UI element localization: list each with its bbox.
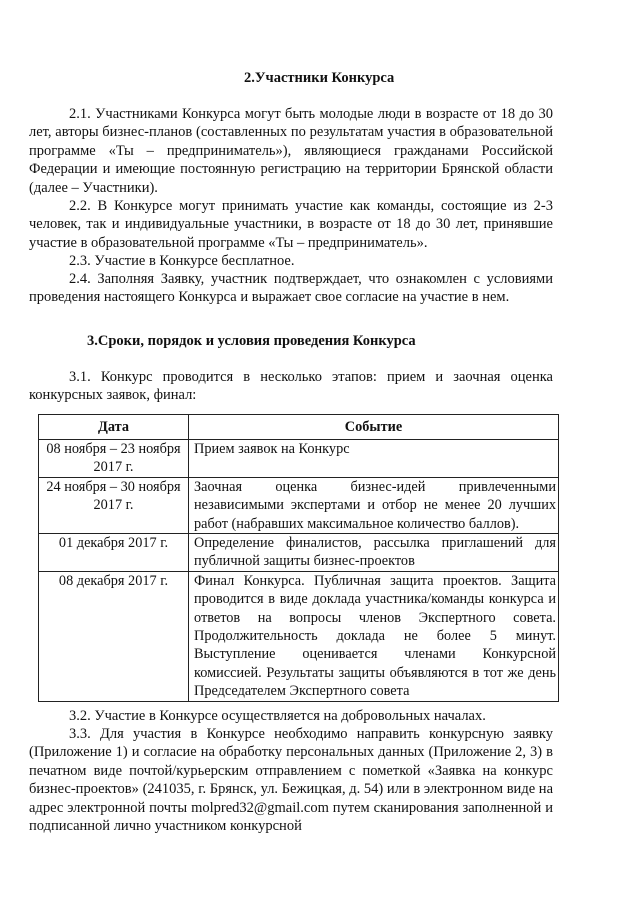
column-header-date: Дата bbox=[39, 415, 189, 440]
table-header-row bbox=[39, 415, 559, 440]
column-header-event: Событие bbox=[189, 415, 559, 440]
section-2-title: 2.Участники Конкурса bbox=[244, 70, 395, 86]
paragraph-2-3: 2.3. Участие в Конкурсе бесплатное. bbox=[69, 253, 295, 269]
paragraph-3-1: 3.1. Конкурс проводится в несколько этапов: прием и заочная оценка конкурсных заявок, финал: bbox=[29, 369, 553, 404]
paragraph-2-4: 2.4. Заполняя Заявку, участник подтверждает, что ознакомлен с условиями проведения настоящего Конкурса и выражает свое согласие на участие в нем. bbox=[29, 271, 553, 306]
table-row bbox=[39, 571, 559, 701]
table-cell-date: 08 декабря 2017 г. bbox=[39, 571, 189, 701]
table-cell-date: 08 ноября – 23 ноября 2017 г. bbox=[39, 440, 189, 478]
table-cell-date: 01 декабря 2017 г. bbox=[39, 534, 189, 572]
table-cell-event: Прием заявок на Конкурс bbox=[189, 440, 559, 478]
table-row bbox=[39, 440, 559, 478]
section-3-title: 3.Сроки, порядок и условия проведения Конкурса bbox=[87, 333, 416, 349]
table-cell-event: Финал Конкурса. Публичная защита проектов. Защита проводится в виде доклада участника/команды конкурса и ответов на вопросы членов Экспертного совета. Продолжительность доклада не более 5 минут. Выступление оценивается членами Конкурсной комиссией. Результаты защиты объявляются в тот же день Председателем Экспертного совета bbox=[189, 571, 559, 701]
table-row bbox=[39, 534, 559, 572]
paragraph-2-2: 2.2. В Конкурсе могут принимать участие как команды, состоящие из 2-3 человек, так и индивидуальные участники, в возрасте от 18 до 30 лет, принявшие участие в образовательной программе «Ты – предприниматель». bbox=[29, 198, 553, 251]
paragraph-3-3: 3.3. Для участия в Конкурсе необходимо направить конкурсную заявку (Приложение 1) и согласие на обработку персональных данных (Приложение 2, 3) в печатном виде почтой/курьерским отправлением с пометкой «Заявка на конкурс бизнес-проектов» (241035, г. Брянск, ул. Бежицкая, д. 54) или в электронном виде на адрес электронной почты molpred32@gmail.com путем сканирования заполненной и подписанной лично участником конкурсной bbox=[29, 726, 553, 835]
schedule-table bbox=[38, 414, 559, 702]
table-cell-event: Определение финалистов, рассылка приглашений для публичной защиты бизнес-проектов bbox=[189, 534, 559, 572]
paragraph-3-2: 3.2. Участие в Конкурсе осуществляется на добровольных началах. bbox=[69, 708, 486, 724]
table-cell-event: Заочная оценка бизнес-идей привлеченными независимыми экспертами и отбор не менее 20 лучших работ (набравших максимальное количество баллов). bbox=[189, 477, 559, 533]
table-row bbox=[39, 477, 559, 533]
table-cell-date: 24 ноября – 30 ноября 2017 г. bbox=[39, 477, 189, 533]
paragraph-2-1: 2.1. Участниками Конкурса могут быть молодые люди в возрасте от 18 до 30 лет, авторы бизнес-планов (составленных по результатам участия в образовательной программе «Ты – предприниматель»), являющиеся гражданами Российской Федерации и имеющие постоянную регистрацию на территории Брянской области (далее – Участники). bbox=[29, 106, 553, 196]
